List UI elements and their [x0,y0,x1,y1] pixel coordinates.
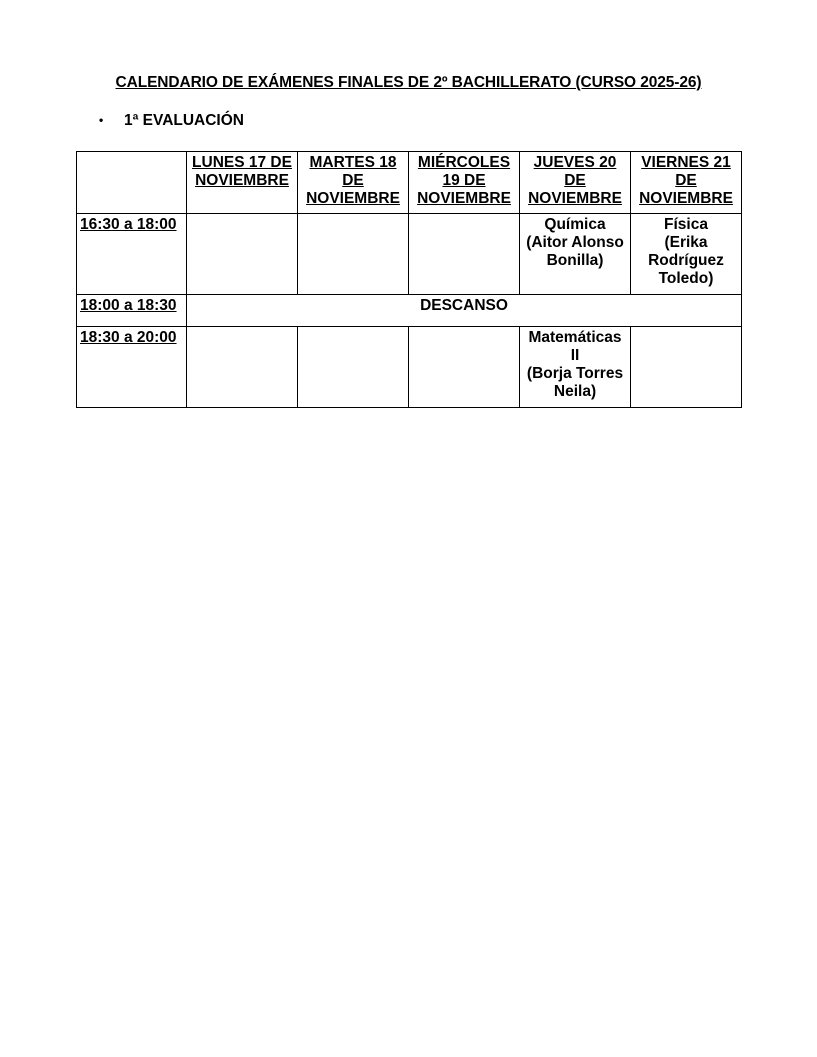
exam-cell [409,327,520,408]
day-header-monday: LUNES 17 DE NOVIEMBRE [187,152,298,214]
page-title: CALENDARIO DE EXÁMENES FINALES DE 2º BACHILLERATO (CURSO 2025-26) [115,74,702,91]
section-heading [99,112,244,130]
break-cell: DESCANSO [187,295,742,327]
table-header-row [77,152,742,214]
section-label: 1ª EVALUACIÓN [124,112,244,129]
exam-cell [187,327,298,408]
day-header-friday: VIERNES 21 DE NOVIEMBRE [631,152,742,214]
table-row [77,295,742,327]
table-row [77,214,742,295]
exam-subject: Matemáticas II [528,329,622,364]
day-header-wednesday: MIÉRCOLES 19 DE NOVIEMBRE [409,152,520,214]
bullet-icon: • [99,113,104,127]
table-row [77,327,742,408]
day-header-thursday: JUEVES 20 DE NOVIEMBRE [520,152,631,214]
exam-cell [298,327,409,408]
corner-cell [77,152,187,214]
exam-subject: Física [664,216,708,233]
exam-cell [631,214,742,295]
exam-cell [298,214,409,295]
time-slot: 16:30 a 18:00 [77,214,187,295]
exam-teacher: (Aitor Alonso Bonilla) [526,234,624,269]
time-slot: 18:00 a 18:30 [77,295,187,327]
day-header-tuesday: MARTES 18 DE NOVIEMBRE [298,152,409,214]
time-slot: 18:30 a 20:00 [77,327,187,408]
exam-cell [631,327,742,408]
exam-teacher: (Erika Rodríguez Toledo) [648,234,724,287]
exam-schedule-table [76,151,742,408]
exam-subject: Química [544,216,606,233]
exam-cell [187,214,298,295]
exam-cell [520,327,631,408]
exam-cell [409,214,520,295]
exam-cell [520,214,631,295]
exam-teacher: (Borja Torres Neila) [526,365,624,400]
